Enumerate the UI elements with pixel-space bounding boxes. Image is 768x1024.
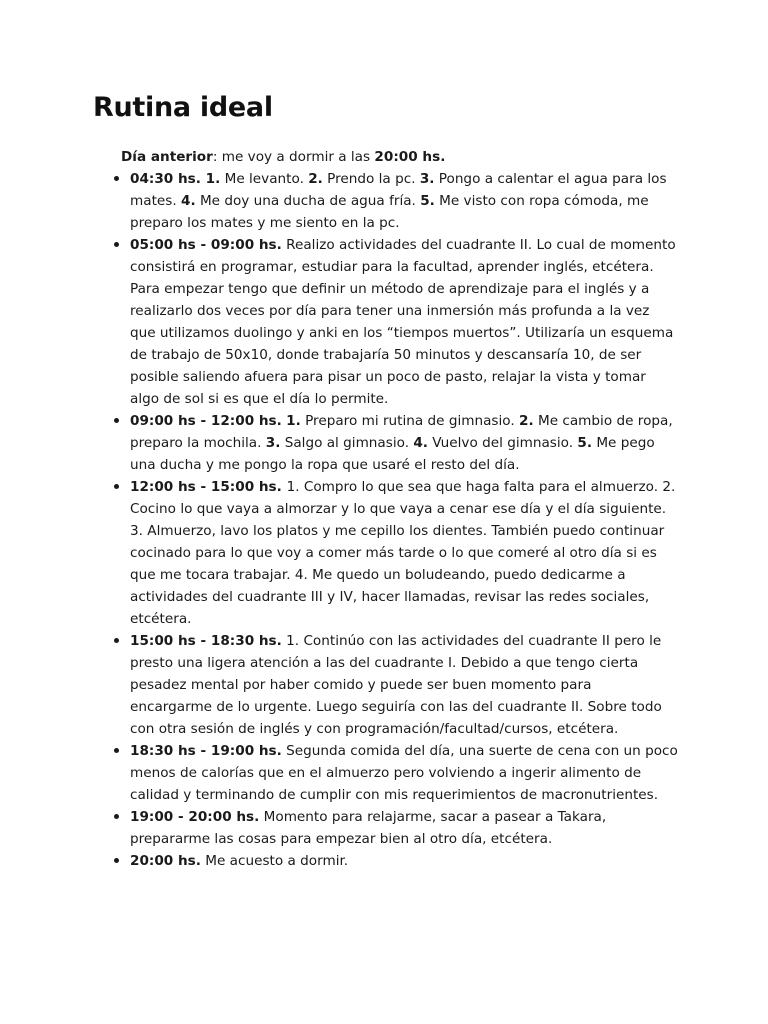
routine-line	[130, 696, 678, 718]
routine-line	[130, 674, 678, 696]
text-run: Me pego	[592, 435, 655, 451]
text-run: Preparo mi rutina de gimnasio.	[300, 413, 520, 429]
routine-item	[130, 476, 678, 630]
text-run: Pongo a calentar el agua para los	[434, 171, 667, 187]
routine-line	[130, 234, 678, 256]
document-title: Rutina ideal	[93, 92, 273, 123]
text-run: cocinado para lo que voy a comer más tarde o lo que comeré al otro día si es	[130, 545, 657, 561]
routine-line	[130, 828, 678, 850]
text-run: Segunda comida del día, una suerte de cena con un poco	[281, 743, 678, 759]
bold-text: 18:30 hs - 19:00 hs.	[130, 743, 282, 759]
text-run: Me visto con ropa cómoda, me	[434, 193, 649, 209]
text-run: mates.	[130, 193, 181, 209]
bold-text: 5.	[577, 435, 592, 451]
bold-text: 04:30 hs. 1.	[130, 171, 221, 187]
text-run: Me doy una ducha de agua fría.	[195, 193, 421, 209]
routine-line	[130, 498, 678, 520]
routine-line	[130, 718, 678, 740]
bold-text: 15:00 hs - 18:30 hs.	[130, 633, 282, 649]
text-run: algo de sol si es que el día lo permite.	[130, 391, 389, 407]
routine-line	[130, 278, 678, 300]
text-run: Momento para relajarme, sacar a pasear a Takara,	[259, 809, 607, 825]
routine-line	[130, 608, 678, 630]
bold-text: 4.	[413, 435, 428, 451]
bullet-icon	[114, 814, 119, 819]
routine-line	[130, 564, 678, 586]
text-run: que me tocara trabajar. 4. Me quedo un boludeando, puedo dedicarme a	[130, 567, 626, 583]
bullet-icon	[114, 638, 119, 643]
text-run: Vuelvo del gimnasio.	[427, 435, 578, 451]
routine-line	[130, 454, 678, 476]
routine-line	[130, 652, 678, 674]
text-run: menos de calorías que en el almuerzo pero volviendo a ingerir alimento de	[130, 765, 642, 781]
bold-text: 12:00 hs - 15:00 hs.	[130, 479, 287, 495]
routine-line	[130, 300, 678, 322]
routine-list	[130, 168, 678, 872]
routine-line	[130, 322, 678, 344]
routine-item	[130, 234, 678, 410]
text-run: etcétera.	[130, 611, 192, 627]
intro-text: : me voy a dormir a las	[212, 149, 375, 165]
routine-line	[130, 388, 678, 410]
text-run: de trabajo de 50x10, donde trabajaría 50 minutos y descansaría 10, de ser	[130, 347, 642, 363]
routine-line	[130, 212, 678, 234]
bold-text: 3.	[265, 435, 281, 451]
text-run: calidad y terminando de cumplir con mis requerimientos de macronutrientes.	[130, 787, 659, 803]
bullet-icon	[114, 484, 119, 489]
text-run: posible saliendo afuera para pisar un poco de pasto, relajar la vista y tomar	[130, 369, 646, 385]
routine-line	[130, 762, 678, 784]
bold-text: 3.	[419, 171, 435, 187]
text-run: realizarlo dos veces por día para tener una inmersión más profunda a la vez	[130, 303, 650, 319]
bold-text: 09:00 hs - 12:00 hs.	[130, 413, 282, 429]
text-run: Prendo la pc.	[322, 171, 420, 187]
text-run: pesadez mental por haber comido y puede ser buen momento para	[130, 677, 592, 693]
intro-line	[121, 146, 445, 168]
routine-line	[130, 476, 678, 498]
text-run: Realizo actividades del cuadrante II. Lo cual de momento	[281, 237, 676, 253]
routine-line	[130, 410, 678, 432]
text-run: consistirá en programar, estudiar para la facultad, aprender inglés, etcétera.	[130, 259, 654, 275]
routine-line	[130, 520, 678, 542]
routine-line	[130, 168, 678, 190]
routine-line	[130, 366, 678, 388]
text-run: Salgo al gimnasio.	[280, 435, 414, 451]
bold-text: 2.	[308, 171, 323, 187]
text-run: Cocino lo que vaya a almorzar y lo que vaya a cenar ese día y el día siguiente.	[130, 501, 667, 517]
bold-text: 4.	[181, 193, 196, 209]
routine-item	[130, 410, 678, 476]
routine-line	[130, 432, 678, 454]
text-run: presto una ligera atención a las del cuadrante I. Debido a que tengo cierta	[130, 655, 639, 671]
intro-time: 20:00 hs.	[374, 149, 446, 165]
text-run: preparo la mochila.	[130, 435, 266, 451]
bullet-icon	[114, 418, 119, 423]
bold-text: 2.	[519, 413, 534, 429]
bullet-icon	[114, 748, 119, 753]
bold-text: 19:00 - 20:00 hs.	[130, 809, 260, 825]
text-run: que utilizamos duolingo y anki en los “tiempos muertos”. Utilizaría un esquema	[130, 325, 674, 341]
text-run: Para empezar tengo que definir un método de aprendizaje para el inglés y a	[130, 281, 650, 297]
bullet-icon	[114, 176, 119, 181]
text-run: Me cambio de ropa,	[533, 413, 673, 429]
text-run: 1. Compro lo que sea que haga falta para el almuerzo. 2.	[286, 479, 676, 495]
bold-text: 5.	[420, 193, 435, 209]
routine-item	[130, 630, 678, 740]
text-run: Me acuesto a dormir.	[200, 853, 349, 869]
routine-item	[130, 168, 678, 234]
text-run: encargarme de lo urgente. Luego seguiría con las del cuadrante II. Sobre todo	[130, 699, 662, 715]
routine-line	[130, 784, 678, 806]
bullet-icon	[114, 858, 119, 863]
text-run: una ducha y me pongo la ropa que usaré el resto del día.	[130, 457, 520, 473]
intro-label: Día anterior	[121, 149, 213, 165]
bold-text: 20:00 hs.	[130, 853, 201, 869]
routine-line	[130, 806, 678, 828]
bold-text: 05:00 hs - 09:00 hs.	[130, 237, 282, 253]
text-run: 3. Almuerzo, lavo los platos y me cepillo los dientes. También puedo continuar	[130, 523, 665, 539]
routine-item	[130, 850, 678, 872]
routine-line	[130, 190, 678, 212]
text-run: Me levanto.	[220, 171, 309, 187]
text-run: actividades del cuadrante III y IV, hacer llamadas, revisar las redes sociales,	[130, 589, 650, 605]
routine-line	[130, 630, 678, 652]
routine-line	[130, 586, 678, 608]
routine-line	[130, 344, 678, 366]
text-run: preparo los mates y me siento en la pc.	[130, 215, 400, 231]
routine-line	[130, 740, 678, 762]
text-run: 1. Continúo con las actividades del cuadrante II pero le	[281, 633, 662, 649]
bullet-icon	[114, 242, 119, 247]
text-run: con otra sesión de inglés y con programación/facultad/cursos, etcétera.	[130, 721, 619, 737]
text-run: prepararme las cosas para empezar bien al otro día, etcétera.	[130, 831, 553, 847]
routine-item	[130, 740, 678, 806]
routine-item	[130, 806, 678, 850]
routine-line	[130, 256, 678, 278]
routine-line	[130, 542, 678, 564]
bold-text: 1.	[286, 413, 301, 429]
routine-line	[130, 850, 678, 872]
